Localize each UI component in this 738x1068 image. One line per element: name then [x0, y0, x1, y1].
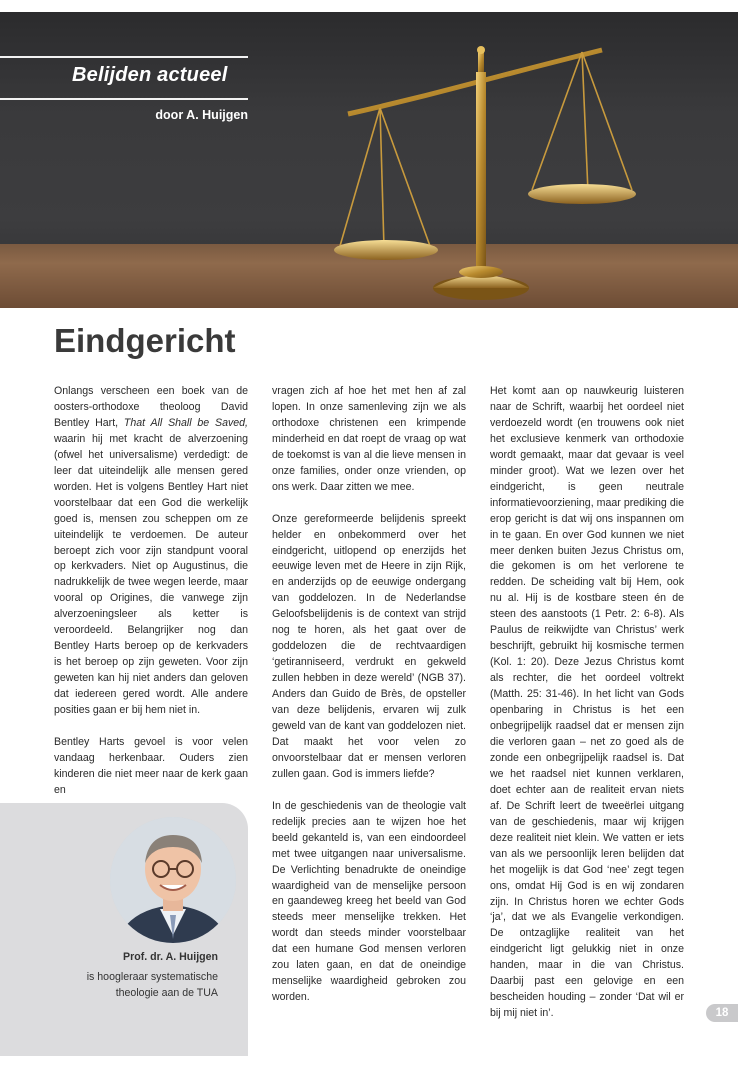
- paragraph-text: waarin hij met kracht de alverzoening (ofwel het universalisme) verdedigt: de leer dat uiteindelijk alle mensen gered worden. Het is volgens Bentley Hart niet voorstelbaar dat een God die werkelijk goed is, mensen zou scheppen om ze uiteindelijk te verdoemen. De auteur beroept zich voor zijn standpunt vooral op kerkvaders. Niet op Augustinus, die nadrukkelijk de twee wegen leerde, maar vooral op Origines, die vanwege zijn alverzoeningsleer als ketter is veroordeeld. Belangrijker nog dan Bentley Harts beroep op de kerkvaders is het beroep op zijn geweten. Voor zijn geweten kan hij niet anders dan geloven dat iedereen gered wordt. Alle andere posities gaan er bij hem niet in.: [54, 432, 248, 717]
- author-role-line: theologie aan de TUA: [115, 987, 218, 999]
- paragraph: Bentley Harts gevoel is voor velen vandaag herkenbaar. Ouders zien kinderen die niet meer naar de kerk gaan en: [54, 735, 248, 796]
- header-rule-bottom: [0, 98, 248, 100]
- page-number: 18: [706, 1004, 738, 1022]
- paragraph-text: Onlangs verscheen een boek van de oosters-orthodoxe theoloog David Bentley Hart,: [54, 385, 248, 429]
- person-photo-icon: [110, 817, 236, 943]
- article-column-1: [54, 384, 248, 799]
- author-box: [0, 803, 248, 1056]
- paragraph: vragen zich af hoe het met hen af zal lopen. In onze samenleving zijn we als orthodoxe christenen een krimpende minderheid en dat roept de vraag op wat de toekomst is van al die lieve mensen in onze families, onder onze vrienden, op ons werk. Daar zitten we mee.: [272, 385, 466, 493]
- author-name: Prof. dr. A. Huijgen: [123, 951, 218, 963]
- byline: door A. Huijgen: [155, 108, 248, 122]
- page-title: Eindgericht: [54, 322, 236, 359]
- author-role: [10, 969, 218, 1001]
- author-portrait: [110, 817, 236, 943]
- paragraph: Het komt aan op nauwkeurig luisteren naar de Schrift, waarbij het oordeel niet verdoezeld wordt (en trouwens ook niet het exclusieve kenmerk van orthodoxie wordt gemaakt, maar dat gevaar is veel minder groot). Wat we lezen over het eindgericht, is geen neutrale informatievoorziening, maar prediking die erop gericht is dat wij ons inspannen om in te gaan. En over God kunnen we niet meer denken buiten Jezus Christus om, die gekomen is om het verlorene te redden. De scheiding valt bij Hem, ook nu al. Hij is de kostbare steen én de steen des aanstoots (1 Petr. 2: 6-8). Als Paulus de reikwijdte van Christus’ werk beschrijft, gebruikt hij kosmische termen (Kol. 1: 20). Deze Jezus Christus komt als rechter, die het oordeel voltrekt (Matth. 25: 31-46). In het licht van Gods openbaring in Christus is het een onbegrijpelijk raadsel dat er mensen zijn die verloren gaan – net zo goed als de zonde een onbegrijpelijk raadsel is. Dat we het raadsel niet kunnen verklaren, doet echter aan de realiteit ervan niets af. De Schrift leert de tweeërlei uitgang van de geschiedenis, maar wij krijgen deze realiteit niet klein. We vatten er iets van als we persoonlijk leren belijden dat het mogelijk is dat God ‘nee’ zegt tegen ons, omdat Hij God is en wij zondaren zijn. In Christus horen we echter Gods ‘ja’, dat we als Evangelie verkondigen. De ontzaglijke realiteit van het eindgericht ligt gelukkig niet in onze handen, maar in die van Christus. Daarbij past een gelovige en een bescheiden houding – zonder ‘Dat wil er bij mij niet in’.: [490, 385, 684, 1020]
- author-role-line: is hoogleraar systematische: [86, 971, 218, 983]
- paragraph: In de geschiedenis van de theologie valt redelijk precies aan te wijzen hoe het beeld gekanteld is, van een eindoordeel met twee uitgangen naar universalisme. De Verlichting benadrukte de oneindige waardigheid van de menselijke persoon en gaandeweg kreeg het beeld van God steeds meer menselijke trekken. Het wordt dan steeds minder voorstelbaar dat een humane God mensen verloren zou laten gaan, en dat de oneindige menselijke waardigheid gebroken zou worden.: [272, 799, 466, 1004]
- paragraph: Onze gereformeerde belijdenis spreekt helder en onbekommerd over het eindgericht, uitlopend op enerzijds het eeuwige leven met de Heere in zijn Rijk, en anderzijds op de eeuwige ondergang van goddelozen. In de Nederlandse Geloofsbelijdenis is de context van strijd nog te horen, als het gaat over de goddelozen die de rechtvaardigen ‘getiranniseerd, verdrukt en gekweld zullen hebben in deze wereld’ (NGB 37). Anders dan Guido de Brès, de opsteller van deze belijdenis, ervaren wij zulk geweld van de kant van goddelozen niet. Dat maakt het voor velen zo onvoorstelbaar dat er mensen verloren zullen gaan. God is immers liefde?: [272, 512, 466, 780]
- header-rule-top: [0, 56, 248, 58]
- header-banner: [0, 12, 738, 308]
- article-column-3: [490, 384, 684, 1022]
- series-title: Belijden actueel: [72, 64, 228, 86]
- article-column-2: [272, 384, 466, 1006]
- paragraph: [54, 384, 248, 719]
- scales-of-justice-icon: [320, 22, 660, 308]
- book-title: That All Shall be Saved,: [123, 416, 248, 429]
